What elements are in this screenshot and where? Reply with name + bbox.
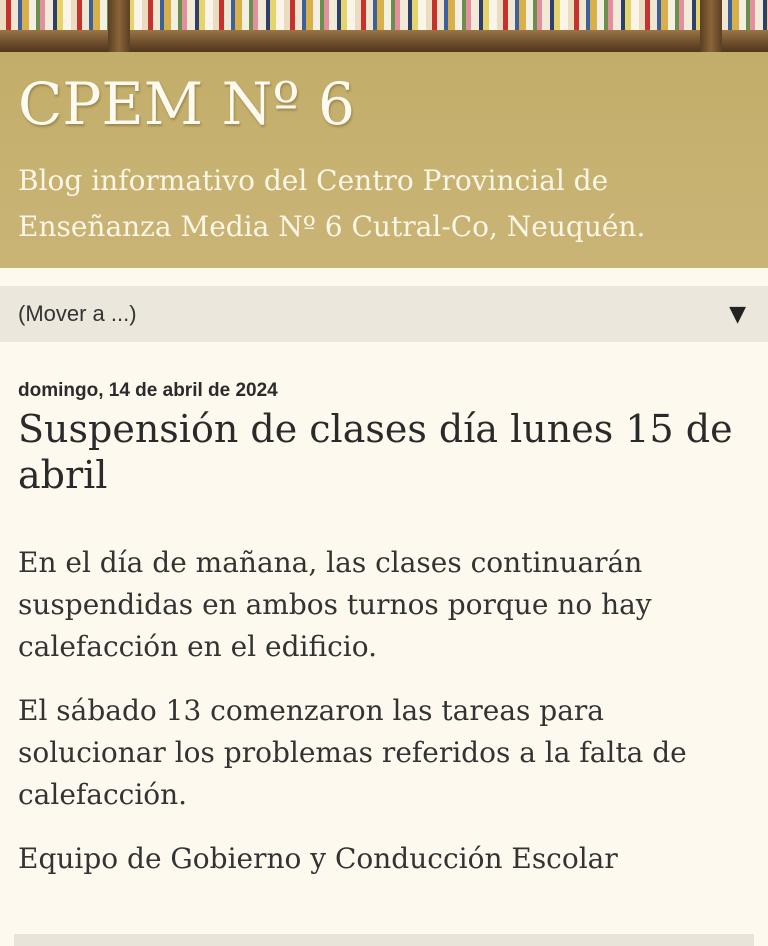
post-paragraph: El sábado 13 comenzaron las tareas para solucionar los problemas referidos a la falta de calefacción. [18, 694, 687, 811]
site-description: Blog informativo del Centro Provincial de Enseñanza Media Nº 6 Cutral-Co, Neuquén. [18, 164, 646, 243]
caret-down-icon[interactable]: ▼ [729, 301, 746, 327]
page-navigation-select[interactable] [0, 286, 768, 342]
post-paragraph: En el día de mañana, las clases continuarán suspendidas en ambos turnos porque no hay calefacción en el edificio. [18, 546, 652, 663]
post-date: domingo, 14 de abril de 2024 [18, 380, 278, 401]
post-body [18, 542, 753, 880]
blog-post [18, 378, 753, 902]
nav-select-label: (Mover a ...) [18, 301, 137, 326]
post-signature: Equipo de Gobierno y Conducción Escolar [18, 842, 618, 875]
blog-header [0, 52, 768, 268]
header-spacer [0, 268, 768, 286]
site-title[interactable]: CPEM Nº 6 [18, 70, 355, 138]
bookshelf-post [108, 0, 130, 52]
bookshelf-banner [0, 0, 768, 52]
post-footer-bar [14, 934, 754, 946]
bookshelf-post [700, 0, 722, 52]
post-title[interactable]: Suspensión de clases día lunes 15 de abril [18, 407, 733, 497]
